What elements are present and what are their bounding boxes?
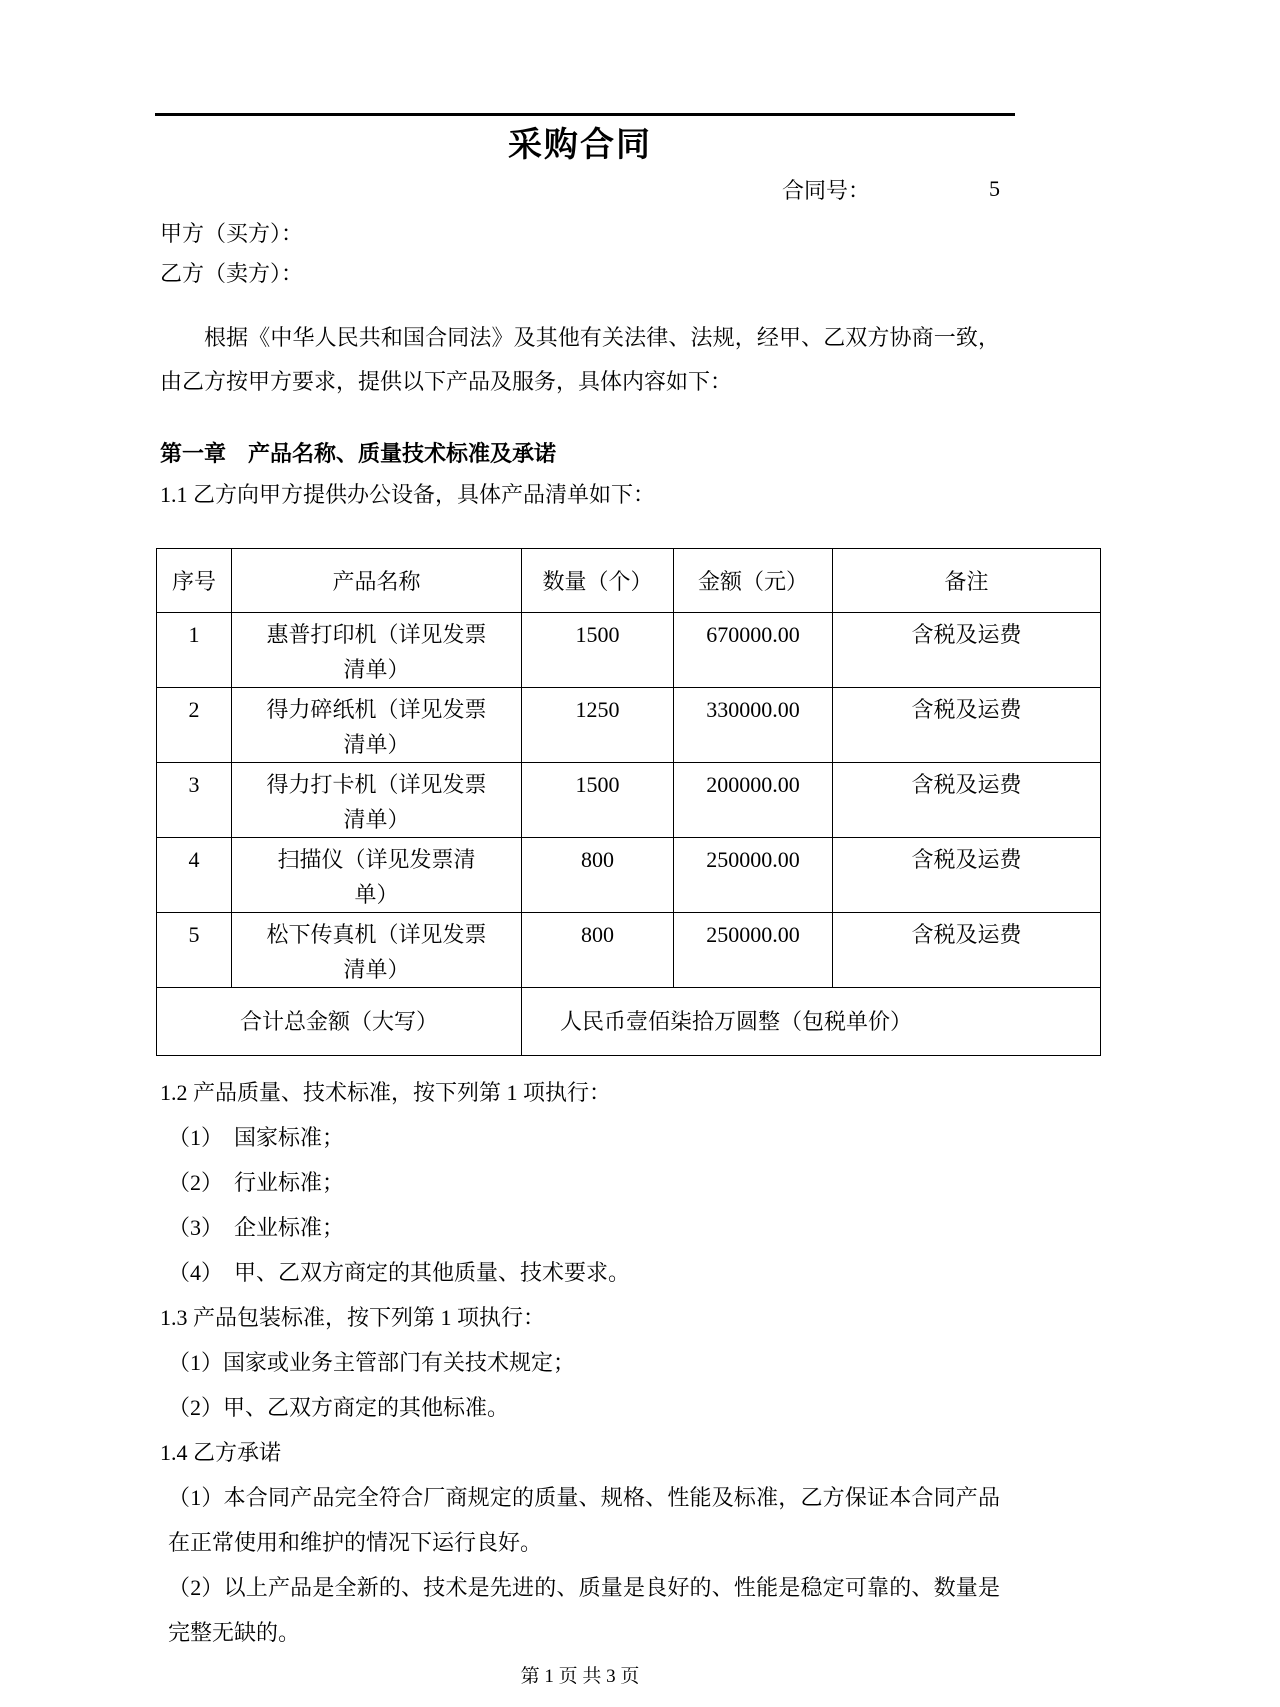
clause-1-3-item: （1）国家或业务主管部门有关技术规定； [168, 1350, 576, 1375]
clause-1-2-item: （2） 行业标准； [168, 1170, 345, 1195]
cell-quantity: 1500 [522, 763, 674, 838]
cell-index: 2 [157, 688, 232, 763]
table-row [157, 838, 1101, 913]
cell-note: 含税及运费 [833, 838, 1101, 913]
clause-1-3: 1.3 产品包装标准，按下列第 1 项执行： [160, 1305, 546, 1330]
header-cell-amount: 金额（元） [674, 549, 833, 613]
cell-note: 含税及运费 [833, 913, 1101, 988]
cell-note: 含税及运费 [833, 763, 1101, 838]
total-label-cell: 合计总金额（大写） [157, 988, 522, 1056]
clause-1-2: 1.2 产品质量、技术标准，按下列第 1 项执行： [160, 1080, 612, 1105]
cell-amount: 200000.00 [674, 763, 833, 838]
page-number-indicator: 第 1 页 共 3 页 [520, 1666, 640, 1687]
header-rule [155, 113, 1015, 116]
cell-product-name: 扫描仪（详见发票清单） [232, 838, 522, 913]
contract-number-value: 5 [989, 176, 1000, 201]
cell-amount: 250000.00 [674, 838, 833, 913]
header-cell-product-name: 产品名称 [232, 549, 522, 613]
party-b-line: 乙方（卖方）： [160, 261, 304, 286]
table-row [157, 613, 1101, 688]
table-total-row [157, 988, 1101, 1056]
cell-product-name: 惠普打印机（详见发票清单） [232, 613, 522, 688]
cell-index: 4 [157, 838, 232, 913]
clause-1-2-item: （3） 企业标准； [168, 1215, 345, 1240]
cell-quantity: 800 [522, 913, 674, 988]
table-header-row [157, 549, 1101, 613]
contract-number-line [160, 170, 1000, 208]
clause-1-2-item: （4） 甲、乙双方商定的其他质量、技术要求。 [168, 1260, 631, 1285]
clause-1-2-item: （1） 国家标准； [168, 1125, 345, 1150]
header-cell-note: 备注 [833, 549, 1101, 613]
clause-1-4-item: （2）以上产品是全新的、技术是先进的、质量是良好的、性能是稳定可靠的、数量是完整无缺的。 [168, 1575, 1000, 1645]
table-row [157, 763, 1101, 838]
cell-note: 含税及运费 [833, 688, 1101, 763]
table-row [157, 688, 1101, 763]
cell-index: 3 [157, 763, 232, 838]
header-cell-quantity: 数量（个） [522, 549, 674, 613]
cell-index: 5 [157, 913, 232, 988]
intro-paragraph: 根据《中华人民共和国合同法》及其他有关法律、法规，经甲、乙双方协商一致，由乙方按甲方要求，提供以下产品及服务，具体内容如下： [160, 325, 1000, 394]
chapter1-heading: 第一章 产品名称、质量技术标准及承诺 [160, 441, 557, 466]
cell-amount: 670000.00 [674, 613, 833, 688]
table-row [157, 913, 1101, 988]
header-cell-index: 序号 [157, 549, 232, 613]
clause-1-3-item: （2）甲、乙双方商定的其他标准。 [168, 1395, 510, 1420]
document-title: 采购合同 [508, 127, 652, 164]
cell-product-name: 得力碎纸机（详见发票清单） [232, 688, 522, 763]
cell-index: 1 [157, 613, 232, 688]
cell-quantity: 800 [522, 838, 674, 913]
cell-quantity: 1500 [522, 613, 674, 688]
cell-product-name: 松下传真机（详见发票清单） [232, 913, 522, 988]
total-value-cell: 人民币壹佰柒拾万圆整（包税单价） [522, 988, 1101, 1056]
cell-product-name: 得力打卡机（详见发票清单） [232, 763, 522, 838]
clause-1-4: 1.4 乙方承诺 [160, 1440, 282, 1465]
contract-number-label: 合同号： [781, 177, 870, 203]
cell-note: 含税及运费 [833, 613, 1101, 688]
cell-amount: 330000.00 [674, 688, 833, 763]
clause-1-1: 1.1 乙方向甲方提供办公设备，具体产品清单如下： [160, 482, 656, 507]
product-table [156, 548, 1101, 1056]
cell-amount: 250000.00 [674, 913, 833, 988]
cell-quantity: 1250 [522, 688, 674, 763]
clause-1-4-item: （1）本合同产品完全符合厂商规定的质量、规格、性能及标准，乙方保证本合同产品在正常使用和维护的情况下运行良好。 [168, 1485, 1000, 1555]
party-a-line: 甲方（买方）： [160, 221, 304, 246]
